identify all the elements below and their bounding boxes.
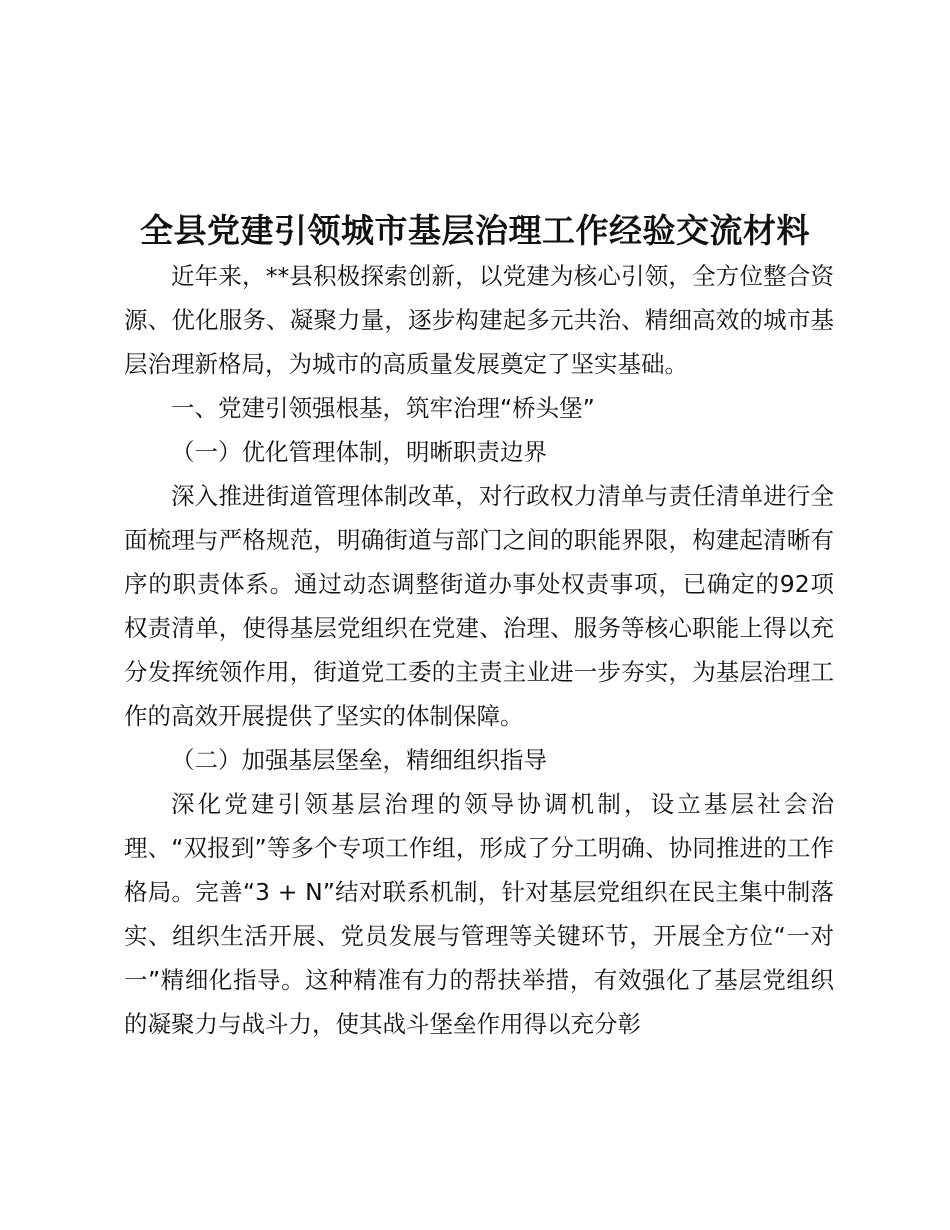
- body-paragraph-1: 深入推进街道管理体制改革，对行政权力清单与责任清单进行全面梳理与严格规范，明确街道与部门之间的职能界限，构建起清晰有序的职责体系。通过动态调整街道办事处权责事项，已确定的92项权责清单，使得基层党组织在党建、治理、服务等核心职能上得以充分发挥统领作用，街道党工委的主责主业进一步夯实，为基层治理工作的高效开展提供了坚实的体制保障。: [124, 482, 834, 730]
- intro-paragraph: 近年来，**县积极探索创新，以党建为核心引领，全方位整合资源、优化服务、凝聚力量，逐步构建起多元共治、精细高效的城市基层治理新格局，为城市的高质量发展奠定了坚实基础。: [124, 262, 834, 378]
- subsection-heading-2: （二）加强基层堡垒，精细组织指导: [171, 746, 547, 774]
- body-paragraph-2: 深化党建引领基层治理的领导协调机制，设立基层社会治理、“双报到”等多个专项工作组，形成了分工明确、协同推进的工作格局。完善“3 + N”结对联系机制，针对基层党组织在民主集中制落实、组织生活开展、党员发展与管理等关键环节，开展全方位“一对一”精细化指导。这种精准有力的帮扶举措，有效强化了基层党组织的凝聚力与战斗力，使其战斗堡垒作用得以充分彰: [124, 790, 834, 1038]
- subsection-heading-1: （一）优化管理体制，明晰职责边界: [171, 438, 547, 466]
- document-title: 全县党建引领城市基层治理工作经验交流材料: [140, 211, 810, 250]
- section-heading-1: 一、党建引领强根基，筑牢治理“桥头堡”: [171, 394, 595, 422]
- document-body: [124, 254, 834, 1046]
